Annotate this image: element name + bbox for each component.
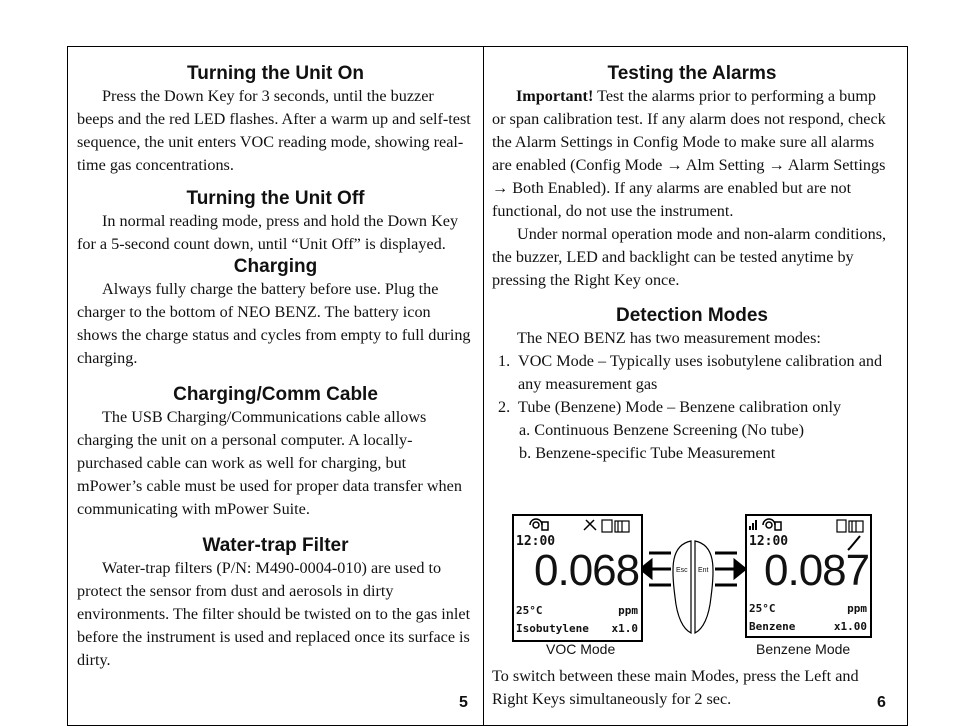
page-divider [483, 46, 484, 726]
left-arrow-icon [641, 553, 671, 585]
voc-unit: ppm [618, 604, 638, 617]
mode-item: 2. Tube (Benzene) Mode – Benzene calibration only [498, 398, 842, 416]
alarm-icon [763, 519, 781, 530]
water-trap-heading: Water-trap Filter [202, 535, 349, 556]
voc-correction-factor: x1.0 [611, 622, 638, 635]
benzene-mode-screen [745, 514, 872, 638]
benzene-temp: 25°C [749, 602, 776, 615]
voc-time: 12:00 [516, 534, 556, 549]
submode-item: a. Continuous Benzene Screening (No tube) [519, 421, 805, 439]
voc-mode-caption: VOC Mode [546, 641, 616, 657]
turning-off-heading: Turning the Unit Off [186, 188, 365, 209]
turning-on-text: Press the Down Key for 3 seconds, until the buzzer beeps and the red LED flashes. After a warm up and self-test sequence, the unit enters VOC reading mode, showing real-time gas concentrations. [77, 87, 471, 174]
page-number-left: 5 [459, 694, 468, 711]
cable-text: The USB Charging/Communications cable allows charging the unit on a personal computer. A locally-purchased cable can work as well for charging, but mPower’s cable must be used for proper data transfer when communicating with mPower Suite. [77, 408, 462, 518]
switch-modes-text: To switch between these main Modes, press the Left and Right Keys simultaneously for 2 sec. [492, 667, 859, 708]
right-arrow-icon [715, 553, 745, 585]
voc-mode-screen [512, 514, 643, 642]
mode-switch-graphic [641, 537, 745, 641]
voc-temp: 25°C [516, 604, 543, 617]
right-column [492, 46, 892, 465]
mode-item: 1. VOC Mode – Typically uses isobutylene calibration and any measurement gas [498, 352, 883, 393]
alarms-text: Test the alarms prior to performing a bump or span calibration test. If any alarm does not respond, check the Alarm Settings in Config Mode to make sure all alarms are enabled (Config Mode → Alm Setting → Alarm Settings → Both Enabled). If any alarms are enabled but are not functional, do not use the instrument. [492, 87, 886, 220]
modes-list [492, 350, 892, 465]
alarms-text-2: Under normal operation mode and non-alarm conditions, the buzzer, LED and backlight can be tested anytime by pressing the Right Key once. [492, 225, 887, 289]
important-label: Important! [516, 87, 594, 105]
signal-icon [749, 520, 757, 530]
testing-alarms-heading: Testing the Alarms [607, 63, 777, 84]
esc-key-icon [673, 541, 691, 633]
ent-key-icon [695, 541, 713, 633]
battery-icon [602, 520, 629, 532]
benzene-correction-factor: x1.00 [833, 620, 867, 633]
voc-reading: 0.068 [534, 546, 640, 595]
voc-gas-name: Isobutylene [516, 622, 589, 635]
benzene-unit: ppm [847, 602, 867, 615]
left-column [77, 46, 474, 672]
cable-heading: Charging/Comm Cable [173, 384, 378, 405]
turning-off-text: In normal reading mode, press and hold the Down Key for a 5-second count down, until “Unit Off” is displayed. [77, 212, 459, 253]
benzene-reading: 0.087 [764, 546, 870, 595]
detection-intro: The NEO BENZ has two measurement modes: [517, 329, 821, 347]
benzene-time: 12:00 [749, 534, 789, 549]
tools-icon [584, 520, 596, 530]
benzene-mode-caption: Benzene Mode [756, 641, 851, 657]
water-trap-text: Water-trap filters (P/N: M490-0004-010) are used to protect the sensor from dust and aerosols in dirty environments. The filter should be twisted on to the gas inlet before the instrument is used and replaced once its surface is dirty. [77, 559, 471, 669]
alarm-icon [530, 519, 548, 530]
page-number-right: 6 [877, 694, 886, 711]
submode-item: b. Benzene-specific Tube Measurement [519, 444, 776, 462]
turning-on-heading: Turning the Unit On [187, 63, 364, 84]
charging-heading: Charging [233, 256, 318, 277]
charging-text: Always fully charge the battery before use. Plug the charger to the bottom of NEO BENZ. The battery icon shows the charge status and cycles from empty to full during charging. [77, 280, 471, 367]
benzene-gas-name: Benzene [749, 620, 796, 633]
esc-key-label: Esc [676, 567, 688, 574]
battery-icon [837, 520, 863, 532]
ent-key-label: Ent [698, 567, 709, 574]
detection-modes-heading: Detection Modes [615, 305, 769, 326]
